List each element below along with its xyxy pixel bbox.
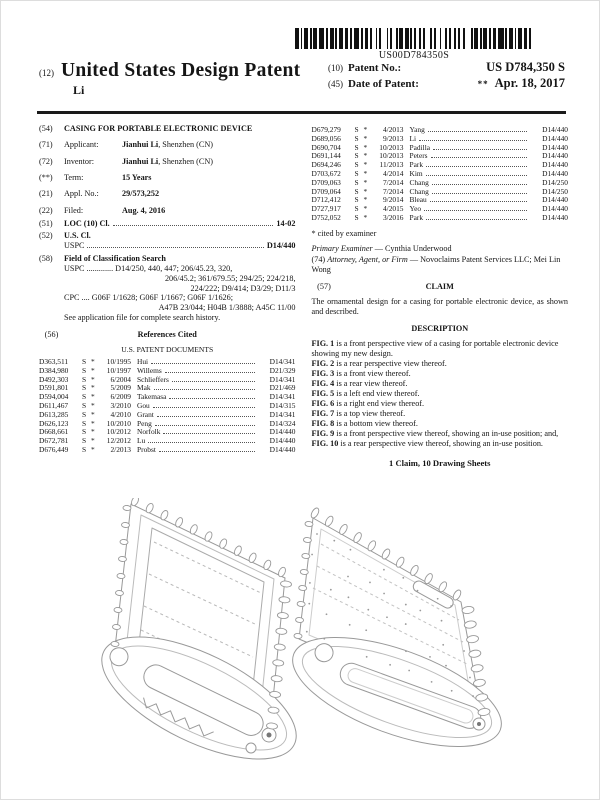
- us-patent-refs-right: [312, 126, 569, 223]
- ref-cited-star: *: [363, 151, 368, 161]
- ref-cited-star: *: [363, 212, 368, 222]
- figure-text: is a right end view thereof.: [334, 398, 425, 408]
- figure-label: FIG. 2: [311, 358, 335, 368]
- patent-ref-row: [39, 402, 296, 411]
- ref-number: D709,063: [311, 177, 341, 187]
- field-term: [39, 173, 296, 183]
- figure-label: FIG. 6: [311, 398, 335, 408]
- ref-classification: D14/440: [542, 160, 568, 170]
- ref-kind-code: S: [82, 409, 87, 419]
- ref-number: D594,004: [39, 392, 69, 402]
- field-54-title: [39, 124, 296, 134]
- ref-inventor: Kim: [409, 168, 423, 178]
- ref-kind-code: S: [354, 142, 359, 152]
- patent-ref-row: [39, 384, 296, 393]
- attorney-label: Attorney, Agent, or Firm: [327, 255, 408, 265]
- applicant-label: Applicant:: [64, 140, 99, 150]
- ref-date: 6/2009: [110, 392, 131, 402]
- figure-description-line: [312, 399, 569, 409]
- patent-ref-row: [312, 214, 569, 223]
- figure-description-line: [312, 379, 569, 389]
- dot-leader: [426, 175, 527, 176]
- ref-date: 11/2013: [379, 160, 404, 170]
- ref-classification: D14/250: [542, 186, 568, 196]
- figure-description-line: [312, 429, 569, 439]
- claims-sheets-footer: 1 Claim, 10 Drawing Sheets: [389, 457, 491, 468]
- rear-perspective-drawing: [291, 498, 549, 798]
- barcode-text: US00D784350S: [378, 50, 450, 61]
- uspc-search-line: USPC ............. D14/250, 440, 447; 206/45.23, 320,: [64, 263, 233, 273]
- figure-text: is a rear perspective view thereof, showing an in-use position.: [338, 438, 543, 448]
- cpc-search-line: CPC .... G06F 1/1628; G06F 1/1667; G06F 1/1626;: [64, 293, 234, 303]
- dot-leader: [169, 398, 254, 399]
- patent-ref-row: [39, 411, 296, 420]
- dot-leader: [419, 140, 527, 141]
- ref-inventor: Yeo: [409, 204, 422, 214]
- ref-number: D694,246: [311, 160, 341, 170]
- ref-kind-code: S: [354, 177, 359, 187]
- inventor-location: , Shenzhen (CN): [158, 156, 213, 166]
- primary-examiner-name: — Cynthia Underwood: [372, 243, 452, 253]
- field-code: (58): [39, 254, 53, 264]
- ref-inventor: Chang: [409, 177, 429, 187]
- dot-leader: [431, 157, 527, 158]
- field-code-12: (12): [39, 68, 54, 78]
- ref-date: 10/2013: [379, 151, 404, 161]
- ref-inventor: Li: [409, 133, 417, 143]
- figure-label: FIG. 9: [311, 428, 335, 438]
- double-asterisk: **: [477, 79, 489, 89]
- applicant-name: Jianhui Li: [122, 140, 159, 150]
- patent-ref-row: [312, 126, 569, 135]
- figure-text: is a bottom view thereof.: [334, 418, 418, 428]
- ref-inventor: Probst: [137, 444, 156, 454]
- ref-date: 2/2013: [110, 444, 131, 454]
- patent-ref-row: [39, 420, 296, 429]
- header-right: [328, 60, 565, 98]
- figure-description-line: [312, 389, 569, 399]
- patent-ref-row: [39, 446, 296, 455]
- ref-cited-star: *: [91, 409, 95, 419]
- filed-date: Aug. 4, 2016: [122, 205, 166, 215]
- ref-number: D676,449: [39, 444, 69, 454]
- loc-class-value: 14-02: [276, 218, 296, 228]
- ref-cited-star: *: [91, 427, 95, 437]
- ref-kind-code: S: [82, 418, 87, 428]
- patent-ref-row: [312, 152, 569, 161]
- ref-number: D591,801: [39, 383, 69, 393]
- date-of-patent-label: Date of Patent:: [348, 78, 419, 90]
- ref-classification: D14/440: [542, 125, 568, 134]
- ref-classification: D14/440: [542, 151, 568, 161]
- dot-leader: [172, 381, 255, 382]
- ref-kind-code: S: [354, 204, 359, 214]
- ref-number: D690,704: [311, 142, 341, 152]
- page-title: United States Design Patent: [61, 60, 301, 81]
- ref-kind-code: S: [354, 195, 359, 205]
- figure-description-line: [312, 419, 569, 429]
- patent-ref-row: [312, 170, 569, 179]
- ref-cited-star: *: [363, 177, 368, 187]
- figure-text: is a front perspective view of a casing for portable electronic device showing my new design.: [311, 338, 559, 358]
- ref-classification: D14/440: [542, 204, 568, 214]
- dot-leader: [154, 389, 255, 390]
- ref-kind-code: S: [354, 212, 359, 222]
- figure-label: FIG. 1: [311, 338, 335, 348]
- ref-classification: D21/469: [269, 383, 296, 393]
- dot-leader: [148, 442, 254, 443]
- ref-date: 7/2014: [382, 186, 404, 196]
- uspc-value: D14/440: [266, 241, 296, 251]
- us-cl-label: U.S. Cl.: [64, 231, 91, 241]
- figure-description-line: [312, 369, 569, 379]
- dot-leader: [430, 201, 527, 202]
- claim-text: The ornamental design for a casing for portable electronic device, as shown and described.: [311, 296, 568, 316]
- ref-cited-star: *: [363, 142, 368, 152]
- ref-classification: D14/440: [542, 133, 568, 143]
- ref-classification: D21/329: [269, 365, 296, 375]
- ref-cited-star: *: [363, 160, 368, 170]
- drawing-sheet: [1, 498, 600, 800]
- ref-classification: D14/440: [542, 168, 568, 178]
- ref-number: D492,303: [39, 374, 69, 384]
- cited-by-examiner-note: * cited by examiner: [311, 228, 377, 238]
- ref-number: D689,056: [311, 133, 341, 143]
- uspc-label: USPC: [64, 241, 85, 251]
- ref-cited-star: *: [363, 186, 368, 196]
- ref-inventor: Park: [409, 212, 424, 222]
- ref-kind-code: S: [82, 400, 87, 410]
- ref-classification: D14/250: [542, 177, 568, 187]
- field-code-57: (57): [317, 282, 331, 292]
- ref-cited-star: *: [363, 195, 368, 205]
- dot-leader: [433, 149, 527, 150]
- ref-cited-star: *: [91, 383, 95, 393]
- patent-ref-row: [312, 161, 569, 170]
- us-patent-refs-left: [39, 358, 296, 455]
- figure-text: is a front perspective view thereof, showing an in-use position; and,: [334, 428, 559, 438]
- primary-examiner-label: Primary Examiner: [311, 243, 373, 253]
- field-code: (54): [39, 124, 53, 133]
- figure-text: is a front view thereof.: [334, 368, 411, 378]
- description-heading: DESCRIPTION: [411, 323, 469, 333]
- ref-inventor: Hui: [137, 356, 149, 366]
- ref-kind-code: S: [354, 133, 359, 143]
- dot-leader: [151, 363, 254, 364]
- ref-classification: D14/324: [269, 418, 296, 428]
- header-left: [39, 60, 300, 98]
- field-code-10: (10): [328, 63, 343, 73]
- patent-ref-row: [39, 358, 296, 367]
- figure-text: is a rear view thereof.: [334, 378, 408, 388]
- field-code: (51): [39, 218, 53, 228]
- ref-date: 10/1997: [106, 365, 131, 375]
- attorney-line: [312, 255, 569, 275]
- ref-classification: D14/341: [269, 356, 296, 366]
- ref-date: 10/2012: [106, 427, 131, 437]
- dot-leader: [159, 451, 255, 452]
- ref-inventor: Mak: [137, 383, 151, 393]
- right-column: [312, 124, 569, 468]
- dot-leader: [432, 193, 527, 194]
- ref-inventor: Padilla: [409, 142, 431, 152]
- dot-leader: [424, 210, 527, 211]
- ref-number: D712,412: [311, 195, 341, 205]
- ref-classification: D14/341: [269, 392, 296, 402]
- ref-date: 12/2012: [106, 436, 131, 446]
- dot-leader: [428, 131, 527, 132]
- cpc-search-line: A47B 23/044; H04B 1/3888; A45C 11/00: [158, 303, 296, 313]
- patent-date: Apr. 18, 2017: [494, 76, 565, 90]
- ref-classification: D14/341: [269, 374, 296, 384]
- ref-number: D363,511: [39, 356, 69, 366]
- ref-kind-code: S: [354, 160, 359, 170]
- figure-label: FIG. 10: [311, 438, 339, 448]
- ref-kind-code: S: [354, 186, 359, 196]
- loc-class-label: LOC (10) Cl.: [64, 218, 110, 228]
- patent-number: US D784,350 S: [486, 60, 565, 74]
- dot-leader: [426, 219, 527, 220]
- ref-inventor: Peters: [409, 151, 428, 161]
- uspc-search-line: 224/222; D9/414; D3/29; D11/3: [190, 283, 296, 293]
- dot-leader: [165, 372, 255, 373]
- ref-inventor: Norfolk: [137, 427, 161, 437]
- ref-date: 5/2009: [110, 383, 131, 393]
- field-code: (56): [44, 330, 59, 339]
- barcode: [295, 28, 533, 61]
- dot-leader: [426, 166, 527, 167]
- ref-inventor: Lu: [137, 436, 146, 446]
- ref-inventor: Yang: [409, 125, 425, 134]
- ref-inventor: Takemasa: [137, 392, 167, 402]
- field-72-inventor: [39, 157, 296, 167]
- dot-leader: [432, 184, 527, 185]
- barcode-image: [295, 28, 533, 49]
- field-code: (71): [39, 140, 53, 150]
- ref-kind-code: S: [82, 436, 87, 446]
- ref-date: 3/2010: [110, 400, 131, 410]
- search-field-label: Field of Classification Search: [64, 254, 166, 264]
- inventor-name: Jianhui Li: [122, 156, 159, 166]
- dot-leader: [113, 225, 274, 226]
- body-columns: [39, 124, 568, 468]
- ref-cited-star: *: [91, 436, 95, 446]
- claim-heading: (57) CLAIM: [312, 282, 569, 292]
- ref-classification: D14/440: [269, 427, 296, 437]
- field-code-74: (74): [311, 255, 326, 265]
- field-code: (22): [39, 205, 53, 215]
- ref-cited-star: *: [363, 125, 368, 134]
- ref-date: 4/2013: [382, 125, 404, 134]
- ref-date: 4/2010: [110, 409, 131, 419]
- figure-label: FIG. 3: [311, 368, 335, 378]
- invention-title: CASING FOR PORTABLE ELECTRONIC DEVICE: [64, 124, 253, 133]
- figure-text: is a rear perspective view thereof.: [334, 358, 447, 368]
- patent-ref-row: [312, 135, 569, 144]
- ref-date: 10/2013: [379, 142, 404, 152]
- ref-cited-star: *: [91, 356, 95, 366]
- ref-number: D691,144: [311, 151, 341, 161]
- patent-ref-row: [312, 196, 569, 205]
- patent-ref-row: [312, 188, 569, 197]
- figure-label: FIG. 8: [311, 418, 335, 428]
- ref-cited-star: *: [363, 168, 368, 178]
- attorney-firm: — Novoclaims Patent Services LLC; Mei Lin Wong: [311, 255, 561, 275]
- figure-description-line: [312, 359, 569, 369]
- ref-kind-code: S: [354, 168, 359, 178]
- ref-kind-code: S: [354, 151, 359, 161]
- field-58-search: [39, 254, 296, 323]
- ref-classification: D14/341: [269, 409, 296, 419]
- applicant-location: , Shenzhen (CN): [158, 140, 213, 150]
- ref-cited-star: *: [91, 374, 95, 384]
- ref-number: D384,980: [39, 365, 69, 375]
- ref-date: 4/2014: [382, 168, 404, 178]
- ref-classification: D14/315: [269, 400, 296, 410]
- ref-kind-code: S: [354, 125, 359, 134]
- field-code: (52): [39, 231, 53, 241]
- field-code: (**): [39, 173, 53, 183]
- references-cited-heading: (56) References Cited: [39, 330, 296, 340]
- ref-number: D672,781: [39, 436, 69, 446]
- dot-leader: [87, 247, 263, 248]
- field-71-applicant: [39, 140, 296, 150]
- patent-ref-row: [312, 144, 569, 153]
- ref-date: 7/2014: [382, 177, 404, 187]
- ref-inventor: Grant: [137, 409, 154, 419]
- filed-label: Filed:: [64, 205, 84, 215]
- ref-kind-code: S: [82, 427, 87, 437]
- ref-classification: D14/440: [542, 142, 568, 152]
- ref-classification: D14/440: [542, 212, 568, 222]
- field-51-loc-class: [39, 219, 296, 229]
- ref-kind-code: S: [82, 356, 87, 366]
- header-divider: [37, 111, 566, 114]
- ref-cited-star: *: [363, 133, 368, 143]
- left-column: [39, 124, 296, 468]
- document-header: [39, 60, 565, 98]
- field-22-filed: [39, 206, 296, 216]
- patent-ref-row: [312, 205, 569, 214]
- ref-kind-code: S: [82, 392, 87, 402]
- search-history-note: See application file for complete search history.: [64, 313, 221, 323]
- patent-ref-row: [39, 393, 296, 402]
- ref-kind-code: S: [82, 383, 87, 393]
- term-label: Term:: [64, 173, 84, 183]
- figure-label: FIG. 5: [311, 388, 335, 398]
- ref-classification: D14/440: [542, 195, 568, 205]
- ref-classification: D14/440: [269, 444, 296, 454]
- field-code: (72): [39, 156, 53, 166]
- ref-inventor: Peng: [137, 418, 152, 428]
- figure-text: is a top view thereof.: [334, 408, 406, 418]
- figure-label: FIG. 7: [311, 408, 335, 418]
- ref-date: 6/2004: [110, 374, 131, 384]
- dot-leader: [157, 416, 255, 417]
- dot-leader: [153, 407, 255, 408]
- ref-inventor: Willems: [137, 365, 162, 375]
- dot-leader: [155, 425, 255, 426]
- ref-number: D611,467: [39, 400, 69, 410]
- ref-number: D727,917: [311, 204, 341, 214]
- ref-cited-star: *: [91, 400, 95, 410]
- ref-date: 10/1995: [106, 356, 131, 366]
- ref-number: D752,052: [311, 212, 341, 222]
- term-value: 15 Years: [122, 173, 152, 183]
- figure-description-line: [312, 409, 569, 419]
- ref-inventor: Schlieffers: [137, 374, 169, 384]
- ref-cited-star: *: [91, 392, 95, 402]
- ref-kind-code: S: [82, 444, 87, 454]
- field-code: (21): [39, 189, 53, 199]
- ref-number: D613,285: [39, 409, 69, 419]
- ref-number: D709,064: [311, 186, 341, 196]
- ref-inventor: Park: [409, 160, 424, 170]
- field-code-45: (45): [328, 79, 343, 89]
- primary-examiner-line: [312, 244, 569, 254]
- ref-inventor: Chang: [409, 186, 429, 196]
- ref-inventor: Bleau: [409, 195, 427, 205]
- patent-ref-row: [39, 428, 296, 437]
- patent-ref-row: [312, 179, 569, 188]
- ref-date: 3/2016: [382, 212, 404, 222]
- front-perspective-drawing: [53, 498, 303, 798]
- ref-cited-star: *: [91, 365, 95, 375]
- inventor-label: Inventor:: [64, 156, 95, 166]
- appl-no-label: Appl. No.:: [64, 189, 99, 199]
- figure-descriptions: [312, 339, 569, 449]
- appl-no-value: 29/573,252: [122, 189, 160, 199]
- field-52-us-class: [39, 231, 296, 251]
- ref-number: D626,123: [39, 418, 69, 428]
- ref-classification: D14/440: [269, 436, 296, 446]
- us-patent-documents-heading: U.S. PATENT DOCUMENTS: [121, 344, 214, 354]
- figure-text: is a left end view thereof.: [334, 388, 420, 398]
- inventor-surname: Li: [73, 83, 85, 97]
- figure-label: FIG. 4: [311, 378, 335, 388]
- figure-description-line: [312, 339, 569, 359]
- ref-kind-code: S: [82, 374, 87, 384]
- ref-cited-star: *: [91, 418, 95, 428]
- dot-leader: [163, 433, 254, 434]
- ref-cited-star: *: [363, 204, 368, 214]
- ref-inventor: Gou: [137, 400, 150, 410]
- uspc-search-line: 206/45.2; 361/679.55; 294/25; 224/218,: [164, 273, 296, 283]
- patent-no-label: Patent No.:: [348, 62, 402, 74]
- ref-date: 9/2014: [382, 195, 404, 205]
- ref-date: 4/2015: [382, 204, 404, 214]
- ref-number: D679,279: [311, 125, 341, 134]
- figure-description-line: [312, 439, 569, 449]
- patent-ref-row: [39, 376, 296, 385]
- field-21-appl-no: [39, 189, 296, 199]
- ref-number: D668,661: [39, 427, 69, 437]
- ref-date: 9/2013: [382, 133, 404, 143]
- ref-kind-code: S: [82, 365, 87, 375]
- ref-date: 10/2010: [106, 418, 131, 428]
- patent-ref-row: [39, 437, 296, 446]
- ref-cited-star: *: [91, 444, 95, 454]
- ref-number: D703,672: [311, 168, 341, 178]
